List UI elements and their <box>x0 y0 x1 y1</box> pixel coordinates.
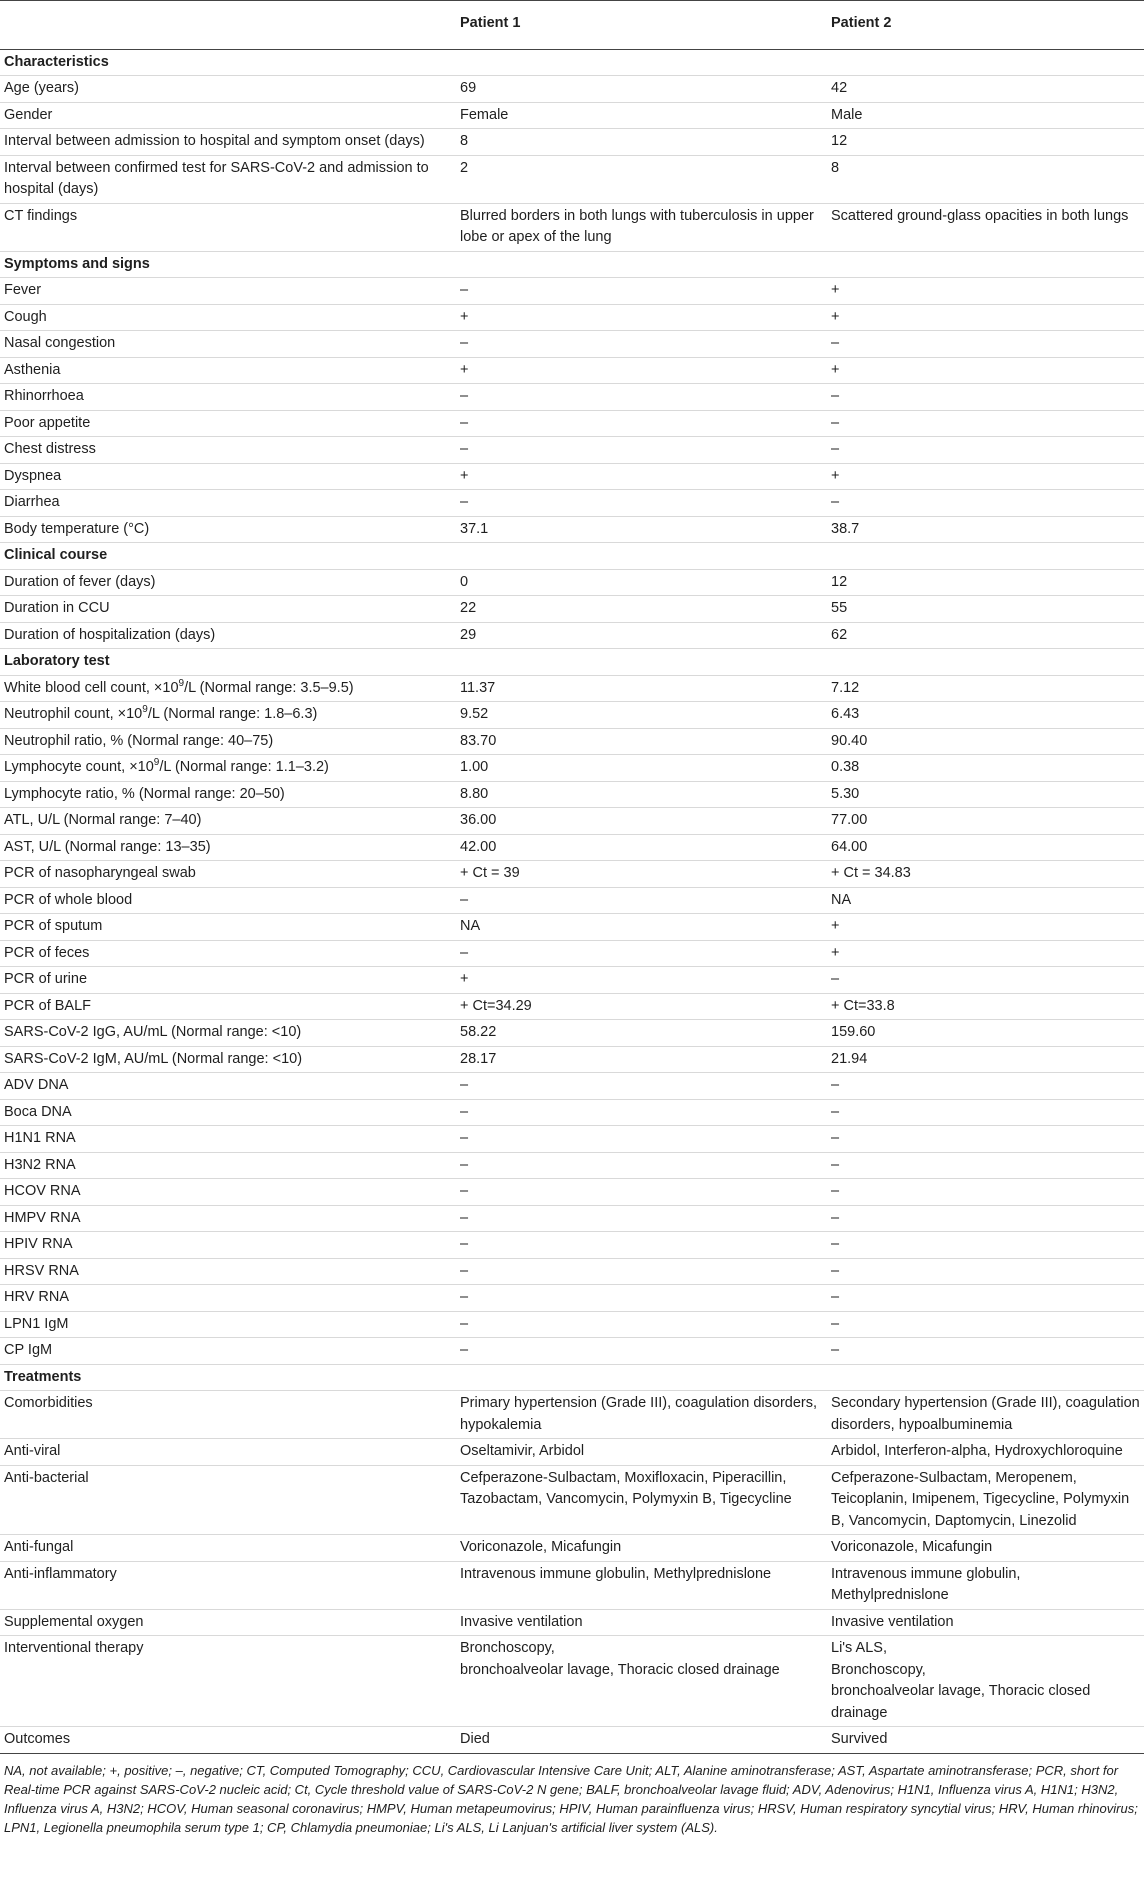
patient-2-value: – <box>831 1338 1144 1365</box>
label-text: /L (Normal range: 3.5–9.5) <box>184 679 354 696</box>
row-label: Supplemental oxygen <box>0 1609 460 1636</box>
row-label: Cough <box>0 304 460 331</box>
patient-2-value: – <box>831 490 1144 517</box>
row-label: PCR of feces <box>0 940 460 967</box>
patient-2-value: – <box>831 1179 1144 1206</box>
section-heading: Laboratory test <box>0 649 460 676</box>
row-label: Fever <box>0 278 460 305</box>
patient-1-value: + <box>460 304 831 331</box>
patient-2-value: 7.12 <box>831 675 1144 702</box>
patient-1-value: 83.70 <box>460 728 831 755</box>
patient-1-value: Voriconazole, Micafungin <box>460 1535 831 1562</box>
patient-1-value: 8.80 <box>460 781 831 808</box>
patient-2-value: – <box>831 1285 1144 1312</box>
table-footnote: NA, not available; +, positive; –, negative; CT, Computed Tomography; CCU, Cardiovascular Intensive Care Unit; ALT, Alanine aminotransferase; AST, Aspartate aminotransferase; PCR, short for Real-time PCR against SARS-CoV-2 nucleic acid; Ct, Cycle threshold value of SARS-CoV-2 N gene; BALF, bronchoalveolar lavage fluid; ADV, Adenovirus; H1N1, Influenza virus A, H1N1; H3N2, Influenza virus A, H3N2; HCOV, Human seasonal coronavirus; HMPV, Human metapeumovirus; HPIV, Human parainfluenza virus; HRSV, Human respiratory syncytial virus; HRV, Human rhinovirus; LPN1, Legionella pneumophila serum type 1; CP, Chlamydia pneumoniae; Li's ALS, Li Lanjuan's artificial liver system (ALS). <box>4 1762 1138 1835</box>
section-blank <box>831 649 1144 676</box>
patient-1-value: 42.00 <box>460 834 831 861</box>
table-row <box>0 1020 1144 1047</box>
table-row <box>0 834 1144 861</box>
patient-1-value: 8 <box>460 129 831 156</box>
row-label: Asthenia <box>0 357 460 384</box>
patient-2-value: + <box>831 357 1144 384</box>
section-heading: Clinical course <box>0 543 460 570</box>
patient-1-value: NA <box>460 914 831 941</box>
patient-2-value: + <box>831 914 1144 941</box>
patient-2-value: – <box>831 331 1144 358</box>
patient-1-value: 37.1 <box>460 516 831 543</box>
patient-1-value: – <box>460 1285 831 1312</box>
patient-1-value: + Ct = 39 <box>460 861 831 888</box>
table-row <box>0 155 1144 203</box>
table-row <box>0 1046 1144 1073</box>
section-row <box>0 543 1144 570</box>
patient-2-value: 64.00 <box>831 834 1144 861</box>
table-row <box>0 1232 1144 1259</box>
table-row <box>0 569 1144 596</box>
patient-1-value: 2 <box>460 155 831 203</box>
table-row <box>0 129 1144 156</box>
patient-1-value: – <box>460 1152 831 1179</box>
section-blank <box>460 649 831 676</box>
row-label: H3N2 RNA <box>0 1152 460 1179</box>
patient-1-value: + <box>460 967 831 994</box>
patient-2-value: Survived <box>831 1727 1144 1754</box>
row-label: Anti-viral <box>0 1439 460 1466</box>
table-row <box>0 410 1144 437</box>
table-row <box>0 1465 1144 1535</box>
table-header-row <box>0 1 1144 50</box>
patient-1-value: 22 <box>460 596 831 623</box>
patient-2-value: Intravenous immune globulin, Methylprednislone <box>831 1561 1144 1609</box>
patient-1-value: – <box>460 1338 831 1365</box>
row-label: CT findings <box>0 203 460 251</box>
patient-1-value: Oseltamivir, Arbidol <box>460 1439 831 1466</box>
patient-2-value: Voriconazole, Micafungin <box>831 1535 1144 1562</box>
patient-2-value: 62 <box>831 622 1144 649</box>
patient-2-value: 21.94 <box>831 1046 1144 1073</box>
section-heading: Characteristics <box>0 49 460 76</box>
row-label: Age (years) <box>0 76 460 103</box>
patient-2-value: 159.60 <box>831 1020 1144 1047</box>
patient-1-value: – <box>460 1205 831 1232</box>
row-label: Body temperature (°C) <box>0 516 460 543</box>
row-label: PCR of nasopharyngeal swab <box>0 861 460 888</box>
row-label: Duration of hospitalization (days) <box>0 622 460 649</box>
table-row <box>0 1126 1144 1153</box>
patient-2-value: – <box>831 1232 1144 1259</box>
table-row <box>0 278 1144 305</box>
patient-1-value: 28.17 <box>460 1046 831 1073</box>
row-label: Interventional therapy <box>0 1636 460 1727</box>
patient-1-value: 11.37 <box>460 675 831 702</box>
patient-2-value: 55 <box>831 596 1144 623</box>
table-row <box>0 940 1144 967</box>
patient-2-value: – <box>831 1073 1144 1100</box>
patient-2-value: 0.38 <box>831 755 1144 782</box>
label-text: Lymphocyte count, ×10 <box>4 759 154 775</box>
table-row <box>0 887 1144 914</box>
row-label: HMPV RNA <box>0 1205 460 1232</box>
patient-1-value: – <box>460 1073 831 1100</box>
label-exponent: 9 <box>178 677 185 689</box>
table-row <box>0 861 1144 888</box>
label-text: White blood cell count, ×10 <box>4 679 179 696</box>
row-label <box>0 675 460 702</box>
row-label: LPN1 IgM <box>0 1311 460 1338</box>
table-row <box>0 728 1144 755</box>
header-label-column <box>0 1 460 50</box>
table-row <box>0 1338 1144 1365</box>
patient-2-value: 90.40 <box>831 728 1144 755</box>
patient-1-value: – <box>460 1311 831 1338</box>
patient-2-value: – <box>831 1258 1144 1285</box>
row-label: Anti-inflammatory <box>0 1561 460 1609</box>
patient-1-value: – <box>460 940 831 967</box>
patient-2-value: – <box>831 967 1144 994</box>
table-row <box>0 1727 1144 1754</box>
row-label: H1N1 RNA <box>0 1126 460 1153</box>
patient-2-value: – <box>831 384 1144 411</box>
row-label <box>0 702 460 729</box>
patient-1-value: – <box>460 490 831 517</box>
row-label: Boca DNA <box>0 1099 460 1126</box>
patient-2-value: + <box>831 304 1144 331</box>
section-row <box>0 49 1144 76</box>
row-label: ADV DNA <box>0 1073 460 1100</box>
cell-line: Bronchoscopy, <box>460 1640 555 1656</box>
patient-2-value: Male <box>831 102 1144 129</box>
section-row <box>0 1364 1144 1391</box>
patient-2-value: – <box>831 410 1144 437</box>
patient-2-value: + Ct=33.8 <box>831 993 1144 1020</box>
table-row <box>0 622 1144 649</box>
row-label: Diarrhea <box>0 490 460 517</box>
table-row <box>0 1636 1144 1727</box>
row-label: CP IgM <box>0 1338 460 1365</box>
cell-line: Li's ALS, <box>831 1640 887 1656</box>
table-row <box>0 1285 1144 1312</box>
patient-1-value: – <box>460 331 831 358</box>
section-blank <box>460 543 831 570</box>
row-label: Duration in CCU <box>0 596 460 623</box>
patient-1-value: Invasive ventilation <box>460 1609 831 1636</box>
row-label: PCR of urine <box>0 967 460 994</box>
patient-1-value: Blurred borders in both lungs with tuberculosis in upper lobe or apex of the lung <box>460 203 831 251</box>
section-blank <box>460 1364 831 1391</box>
table-row <box>0 675 1144 702</box>
table-row <box>0 1099 1144 1126</box>
patient-1-value: – <box>460 1258 831 1285</box>
header-patient-2: Patient 2 <box>831 1 1144 50</box>
patient-1-value: + <box>460 357 831 384</box>
patient-1-value: 0 <box>460 569 831 596</box>
patient-1-value: – <box>460 384 831 411</box>
patient-1-value: Died <box>460 1727 831 1754</box>
row-label: Anti-fungal <box>0 1535 460 1562</box>
row-label: Anti-bacterial <box>0 1465 460 1535</box>
row-label: HRV RNA <box>0 1285 460 1312</box>
row-label: Chest distress <box>0 437 460 464</box>
row-label: ATL, U/L (Normal range: 7–40) <box>0 808 460 835</box>
row-label: AST, U/L (Normal range: 13–35) <box>0 834 460 861</box>
row-label: Interval between confirmed test for SARS-CoV-2 and admission to hospital (days) <box>0 155 460 203</box>
table-row <box>0 596 1144 623</box>
row-label: PCR of BALF <box>0 993 460 1020</box>
patient-2-value <box>831 1636 1144 1727</box>
patient-1-value: – <box>460 1232 831 1259</box>
patient-1-value: Cefperazone-Sulbactam, Moxifloxacin, Piperacillin, Tazobactam, Vancomycin, Polymyxin B, Tigecycline <box>460 1465 831 1535</box>
label-text: /L (Normal range: 1.1–3.2) <box>159 759 329 775</box>
patient-2-value: – <box>831 1126 1144 1153</box>
section-blank <box>460 251 831 278</box>
patient-2-value: Cefperazone-Sulbactam, Meropenem, Teicoplanin, Imipenem, Tigecycline, Polymyxin B, Vancomycin, Daptomycin, Linezolid <box>831 1465 1144 1535</box>
patient-2-value: – <box>831 437 1144 464</box>
patient-1-value: 9.52 <box>460 702 831 729</box>
table-row <box>0 914 1144 941</box>
patient-1-value: 69 <box>460 76 831 103</box>
patient-1-value: – <box>460 887 831 914</box>
label-exponent: 9 <box>142 704 148 716</box>
patient-2-value: 12 <box>831 129 1144 156</box>
table-row <box>0 384 1144 411</box>
patient-2-value: 77.00 <box>831 808 1144 835</box>
patient-1-value: 1.00 <box>460 755 831 782</box>
row-label: HRSV RNA <box>0 1258 460 1285</box>
table-row <box>0 1311 1144 1338</box>
table-row <box>0 1391 1144 1439</box>
patient-1-value: Primary hypertension (Grade III), coagulation disorders, hypokalemia <box>460 1391 831 1439</box>
patient-2-value: – <box>831 1099 1144 1126</box>
label-text: /L (Normal range: 1.8–6.3) <box>147 706 318 722</box>
section-row <box>0 251 1144 278</box>
patient-1-value: 58.22 <box>460 1020 831 1047</box>
cell-line: bronchoalveolar lavage, Thoracic closed drainage <box>831 1683 1091 1721</box>
table-row <box>0 516 1144 543</box>
patient-2-value: 5.30 <box>831 781 1144 808</box>
patient-1-value: – <box>460 278 831 305</box>
row-label: Outcomes <box>0 1727 460 1754</box>
row-label: Dyspnea <box>0 463 460 490</box>
table-row <box>0 463 1144 490</box>
row-label: HPIV RNA <box>0 1232 460 1259</box>
label-text: Neutrophil count, ×10 <box>4 706 143 722</box>
cell-line: bronchoalveolar lavage, Thoracic closed drainage <box>460 1661 780 1678</box>
cell-line: Bronchoscopy, <box>831 1661 926 1678</box>
patient-2-value: Invasive ventilation <box>831 1609 1144 1636</box>
table-row <box>0 755 1144 782</box>
section-blank <box>831 251 1144 278</box>
row-label: HCOV RNA <box>0 1179 460 1206</box>
table-row <box>0 490 1144 517</box>
patient-2-value: NA <box>831 887 1144 914</box>
patient-1-value: – <box>460 1126 831 1153</box>
table-row <box>0 993 1144 1020</box>
row-label: Nasal congestion <box>0 331 460 358</box>
row-label: Rhinorrhoea <box>0 384 460 411</box>
table-row <box>0 76 1144 103</box>
patient-2-value: 42 <box>831 76 1144 103</box>
patient-2-value: Scattered ground-glass opacities in both lungs <box>831 203 1144 251</box>
patient-1-value: 36.00 <box>460 808 831 835</box>
patient-1-value: + Ct=34.29 <box>460 993 831 1020</box>
table-row <box>0 102 1144 129</box>
table-row <box>0 1073 1144 1100</box>
table-row <box>0 781 1144 808</box>
table-row <box>0 1561 1144 1609</box>
table-row <box>0 357 1144 384</box>
patient-2-value: – <box>831 1152 1144 1179</box>
table-body <box>0 49 1144 1753</box>
patient-1-value: – <box>460 410 831 437</box>
row-label: SARS-CoV-2 IgM, AU/mL (Normal range: <10) <box>0 1046 460 1073</box>
section-heading: Symptoms and signs <box>0 251 460 278</box>
row-label: SARS-CoV-2 IgG, AU/mL (Normal range: <10) <box>0 1020 460 1047</box>
section-blank <box>831 543 1144 570</box>
table-row <box>0 1179 1144 1206</box>
table-row <box>0 1439 1144 1466</box>
section-row <box>0 649 1144 676</box>
table-row <box>0 203 1144 251</box>
table-row <box>0 967 1144 994</box>
patient-2-value: 8 <box>831 155 1144 203</box>
patient-2-value: – <box>831 1311 1144 1338</box>
patient-2-value: + <box>831 463 1144 490</box>
patient-2-value: 12 <box>831 569 1144 596</box>
patient-2-value: + Ct = 34.83 <box>831 861 1144 888</box>
patient-1-value: 29 <box>460 622 831 649</box>
row-label: PCR of sputum <box>0 914 460 941</box>
table-row <box>0 1205 1144 1232</box>
table-row <box>0 808 1144 835</box>
table-row <box>0 1535 1144 1562</box>
label-exponent: 9 <box>153 757 160 769</box>
row-label: Comorbidities <box>0 1391 460 1439</box>
row-label: Interval between admission to hospital and symptom onset (days) <box>0 129 460 156</box>
patient-1-value: Intravenous immune globulin, Methylprednislone <box>460 1561 831 1609</box>
row-label: Poor appetite <box>0 410 460 437</box>
patient-2-value: + <box>831 940 1144 967</box>
row-label: PCR of whole blood <box>0 887 460 914</box>
patient-2-value: + <box>831 278 1144 305</box>
patient-1-value: – <box>460 1179 831 1206</box>
table-row <box>0 437 1144 464</box>
patient-1-value: – <box>460 1099 831 1126</box>
patient-2-value: 38.7 <box>831 516 1144 543</box>
patient-1-value <box>460 1636 831 1727</box>
table-row <box>0 1258 1144 1285</box>
row-label: Duration of fever (days) <box>0 569 460 596</box>
header-patient-1: Patient 1 <box>460 1 831 50</box>
row-label: Gender <box>0 102 460 129</box>
table-row <box>0 1609 1144 1636</box>
row-label <box>0 755 460 782</box>
section-heading: Treatments <box>0 1364 460 1391</box>
patient-2-value: 6.43 <box>831 702 1144 729</box>
patient-2-value: – <box>831 1205 1144 1232</box>
row-label: Neutrophil ratio, % (Normal range: 40–75) <box>0 728 460 755</box>
patient-2-value: Secondary hypertension (Grade III), coagulation disorders, hypoalbuminemia <box>831 1391 1144 1439</box>
section-blank <box>831 49 1144 76</box>
patient-1-value: – <box>460 437 831 464</box>
table-row <box>0 304 1144 331</box>
patient-2-value: Arbidol, Interferon-alpha, Hydroxychloroquine <box>831 1439 1144 1466</box>
table-row <box>0 331 1144 358</box>
patient-1-value: + <box>460 463 831 490</box>
table-row <box>0 702 1144 729</box>
patient-1-value: Female <box>460 102 831 129</box>
section-blank <box>460 49 831 76</box>
section-blank <box>831 1364 1144 1391</box>
table-row <box>0 1152 1144 1179</box>
row-label: Lymphocyte ratio, % (Normal range: 20–50) <box>0 781 460 808</box>
